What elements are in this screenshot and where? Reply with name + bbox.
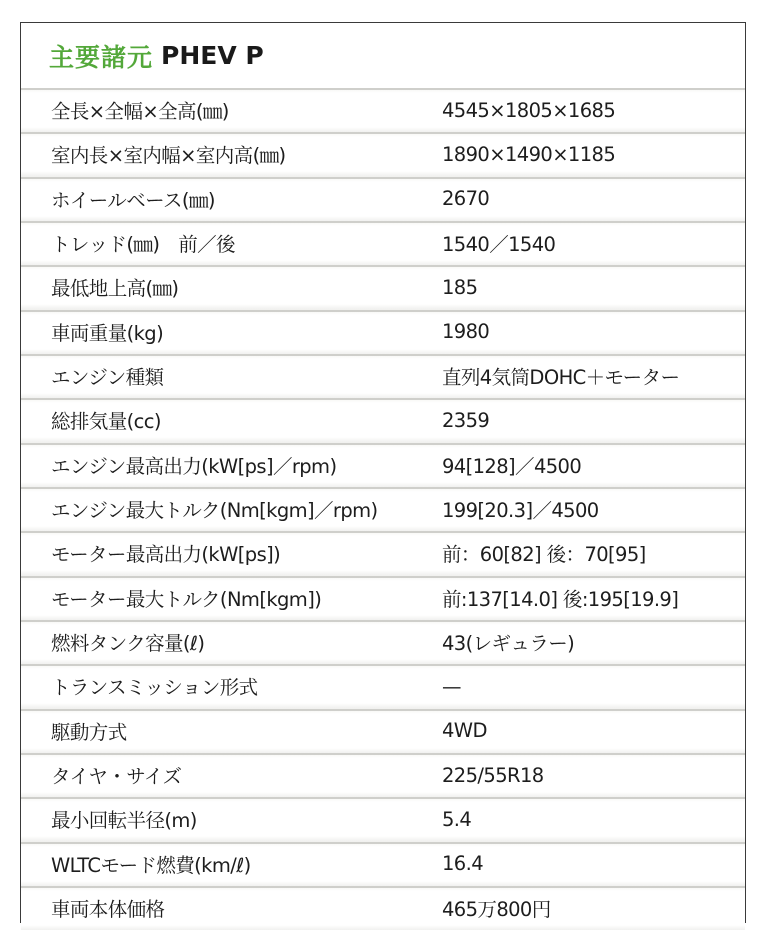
spec-value: 前：60[82] 後：70[95]: [442, 543, 646, 567]
table-row: [21, 265, 745, 309]
spec-label: エンジン最大トルク(Nm[kgm]／rpm): [51, 499, 378, 523]
table-row: [21, 797, 745, 841]
table-row: [21, 310, 745, 354]
table-row: [21, 354, 745, 398]
table-header: [21, 23, 745, 88]
table-row: [21, 620, 745, 664]
spec-label: 車両本体価格: [51, 898, 165, 922]
spec-label: ホイールベース(㎜): [51, 188, 215, 212]
spec-table: [20, 22, 746, 923]
spec-value: 199[20.3]／4500: [442, 499, 599, 523]
spec-value: 16.4: [442, 852, 484, 876]
table-row: [21, 709, 745, 753]
table-row: [21, 88, 745, 132]
spec-value: —: [442, 674, 461, 698]
spec-label: トランスミッション形式: [51, 676, 258, 700]
header-model: PHEV P: [161, 41, 264, 70]
spec-label: 車両重量(kg): [51, 321, 164, 345]
spec-label: 駆動方式: [51, 720, 127, 744]
table-row: [21, 842, 745, 886]
spec-value: 2670: [442, 187, 490, 211]
spec-label: 最低地上高(㎜): [51, 277, 179, 301]
spec-label: タイヤ・サイズ: [51, 765, 182, 789]
spec-label: 燃料タンク容量(ℓ): [51, 632, 205, 656]
header-title: 主要諸元: [49, 42, 154, 72]
table-row: [21, 886, 745, 930]
spec-value: 1540／1540: [442, 233, 556, 257]
spec-label: モーター最高出力(kW[ps]): [51, 543, 281, 567]
table-row: [21, 132, 745, 176]
table-row: [21, 443, 745, 487]
spec-value: 4WD: [442, 719, 487, 743]
spec-value: 225/55R18: [442, 763, 544, 787]
spec-value: 5.4: [442, 807, 472, 831]
spec-value: 前:137[14.0] 後:195[19.9]: [442, 587, 679, 611]
spec-value: 2359: [442, 408, 490, 432]
spec-label: 最小回転半径(m): [51, 809, 197, 833]
spec-value: 1890×1490×1185: [442, 142, 616, 166]
spec-value: 465万800円: [442, 898, 551, 922]
spec-value: 94[128]／4500: [442, 454, 582, 478]
spec-label: WLTCモード燃費(km/ℓ): [51, 853, 251, 877]
spec-value: 1980: [442, 320, 490, 344]
spec-label: モーター最大トルク(Nm[kgm]): [51, 587, 322, 611]
spec-rows: [21, 88, 745, 930]
spec-label: エンジン種類: [51, 366, 164, 390]
spec-value: 直列4気筒DOHC＋モーター: [442, 366, 680, 390]
table-row: [21, 753, 745, 797]
table-row: [21, 221, 745, 265]
table-row: [21, 576, 745, 620]
spec-label: エンジン最高出力(kW[ps]／rpm): [51, 454, 337, 478]
spec-label: トレッド(㎜) 前／後: [51, 233, 235, 257]
spec-value: 185: [442, 275, 478, 299]
spec-label: 総排気量(cc): [51, 410, 161, 434]
table-row: [21, 664, 745, 708]
spec-label: 室内長×室内幅×室内高(㎜): [51, 144, 286, 168]
spec-value: 4545×1805×1685: [442, 98, 616, 122]
table-row: [21, 398, 745, 442]
table-row: [21, 487, 745, 531]
table-row: [21, 177, 745, 221]
spec-value: 43(レギュラー): [442, 632, 575, 656]
spec-label: 全長×全幅×全高(㎜): [51, 100, 229, 124]
table-row: [21, 531, 745, 575]
